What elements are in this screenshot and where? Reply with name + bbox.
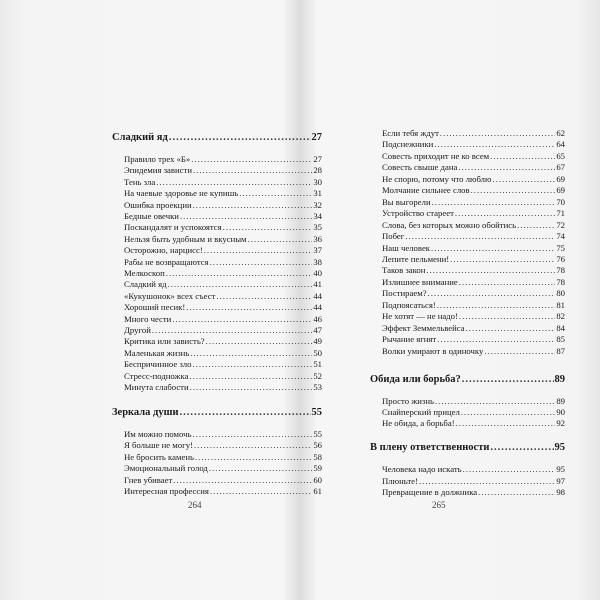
entry-title: Молчание сильнее слов: [382, 185, 470, 196]
section-title: В плену ответственности: [370, 442, 490, 454]
toc-entry: [370, 335, 565, 344]
toc-entry: [370, 140, 565, 149]
entry-page: 75: [556, 242, 565, 253]
toc-entry: [112, 269, 322, 278]
toc-section: [112, 408, 322, 419]
dot-leader: [216, 292, 312, 301]
toc-entry: [370, 465, 565, 474]
toc-entry: [112, 453, 322, 462]
entry-page: 98: [556, 487, 565, 498]
dot-leader: [193, 166, 312, 175]
page-number-left: 264: [188, 500, 202, 510]
entry-page: 44: [313, 302, 322, 313]
entry-title: Им можно помочь: [124, 429, 192, 439]
entry-page: 69: [556, 185, 565, 196]
entry-title: Превращение в должника: [382, 487, 478, 498]
dot-leader: [426, 266, 555, 275]
entry-page: 32: [313, 199, 322, 210]
dot-leader: [493, 175, 556, 184]
toc-section: [370, 443, 565, 454]
page-number-right: 265: [432, 500, 446, 510]
dot-leader: [419, 477, 555, 486]
toc-entry: [370, 244, 565, 253]
toc-entry: [370, 198, 565, 207]
entry-page: 60: [313, 474, 322, 485]
toc-entry: [370, 186, 565, 195]
entry-title: Нельзя быть удобным и вкусным: [124, 233, 247, 244]
entry-title: Рабы не возвращаются: [124, 256, 209, 267]
dot-leader: [190, 372, 313, 381]
entry-page: 38: [313, 256, 322, 267]
toc-entry: [112, 326, 322, 335]
entry-page: 30: [313, 176, 322, 187]
toc-entry: [112, 189, 322, 198]
entry-title: Другой: [124, 325, 151, 335]
dot-leader: [204, 246, 313, 255]
entry-title: Не спорю, потому что люблю: [382, 173, 492, 184]
entry-title: Не хотят — не надо!: [382, 311, 458, 322]
entry-title: Эффект Земмельвейса: [382, 322, 465, 333]
dot-leader: [156, 178, 312, 187]
entry-page: 40: [313, 268, 322, 278]
entry-page: 56: [313, 440, 322, 451]
entry-title: На чаевые здоровье не купишь: [124, 188, 239, 199]
dot-leader: [458, 163, 555, 172]
entry-page: 76: [556, 253, 565, 264]
entry-page: 62: [556, 128, 565, 138]
entry-title: Постираем?: [382, 288, 427, 299]
entry-page: 49: [313, 336, 322, 347]
toc-entry: [112, 212, 322, 221]
dot-leader: [180, 408, 311, 419]
toc-entry: [370, 397, 565, 406]
entry-title: Я больше не могу!: [124, 440, 193, 451]
toc-entry: [112, 178, 322, 187]
entry-title: Эмоциональный голод: [124, 463, 208, 474]
entry-title: Рычание ягнят: [382, 334, 437, 345]
entry-page: 71: [556, 208, 565, 219]
toc-entry: [112, 258, 322, 267]
entry-page: 51: [313, 359, 322, 370]
toc-entry: [370, 312, 565, 321]
toc-entry: [112, 349, 322, 358]
entry-page: 47: [313, 325, 322, 335]
dot-leader: [466, 324, 556, 333]
entry-page: 85: [556, 334, 565, 345]
entry-page: 84: [556, 322, 565, 333]
section-page: 27: [311, 132, 322, 143]
entry-page: 35: [313, 222, 322, 233]
entry-page: 92: [556, 418, 565, 429]
toc-entry: [370, 324, 565, 333]
entry-page: 95: [556, 464, 565, 475]
entry-page: 64: [556, 139, 565, 150]
entry-page: 31: [313, 188, 322, 199]
entry-page: 72: [556, 219, 565, 230]
dot-leader: [192, 360, 312, 369]
entry-title: Человека надо искать: [382, 464, 462, 475]
toc-entry: [112, 246, 322, 255]
dot-leader: [190, 349, 312, 358]
entry-title: Подснежники: [382, 139, 434, 150]
toc-entry: [112, 383, 322, 392]
toc-entry: [112, 223, 322, 232]
toc-entry: [112, 303, 322, 312]
entry-title: Поскандалят и успокоятся: [124, 222, 222, 233]
toc-entry: [370, 488, 565, 497]
section-title: Зеркала души: [112, 407, 179, 418]
dot-leader: [172, 315, 312, 324]
entry-page: 69: [556, 173, 565, 184]
entry-title: Сладкий яд: [124, 279, 167, 290]
entry-page: 28: [313, 165, 322, 176]
entry-title: Минута слабости: [124, 382, 189, 392]
dot-leader: [168, 280, 313, 289]
entry-title: Побег: [382, 231, 405, 242]
entry-title: Правило трех «Б»: [124, 154, 191, 164]
entry-title: Излишнее внимание: [382, 276, 458, 287]
entry-title: Маленькая жизнь: [124, 347, 190, 358]
toc-entry: [370, 477, 565, 486]
dot-leader: [193, 430, 313, 439]
toc-entry: [370, 221, 565, 230]
entry-title: Не обида, а борьба!: [382, 418, 455, 429]
entry-page: 78: [556, 276, 565, 287]
dot-leader: [434, 140, 555, 149]
dot-leader: [459, 278, 556, 287]
dot-leader: [471, 186, 556, 195]
dot-leader: [431, 244, 555, 253]
entry-title: Ошибка проекции: [124, 199, 192, 210]
dot-leader: [173, 476, 312, 485]
section-title: Сладкий яд: [112, 132, 168, 143]
entry-page: 78: [556, 265, 565, 276]
entry-title: Много чести: [124, 313, 172, 324]
toc-entry: [370, 255, 565, 264]
entry-title: Эпидемия зависти: [124, 165, 192, 176]
toc-section: [370, 375, 565, 386]
toc-entry: [370, 163, 565, 172]
toc-entry: [112, 360, 322, 369]
entry-title: Гнев убивает: [124, 474, 173, 485]
entry-page: 81: [556, 299, 565, 310]
section-page: 55: [311, 407, 322, 418]
entry-title: «Кукушонок» всех съест: [124, 290, 216, 301]
toc-entry: [112, 201, 322, 210]
dot-leader: [490, 152, 555, 161]
dot-leader: [191, 155, 312, 164]
entry-page: 50: [313, 347, 322, 358]
toc-entry: [112, 430, 322, 439]
entry-title: Беспричинное зло: [124, 359, 192, 370]
toc-entry: [370, 278, 565, 287]
entry-title: Мелкоскоп: [124, 268, 165, 278]
dot-leader: [428, 289, 556, 298]
entry-title: Снайперский прицел: [382, 407, 460, 417]
entry-page: 90: [556, 407, 565, 417]
entry-title: Лепите пельмени!: [382, 253, 450, 264]
entry-page: 89: [556, 395, 565, 406]
toc-entry: [112, 476, 322, 485]
toc-entry: [112, 441, 322, 450]
dot-leader: [461, 408, 555, 417]
entry-title: Стресс-подножка: [124, 370, 189, 381]
entry-page: 67: [556, 162, 565, 173]
toc-entry: [370, 347, 565, 356]
dot-leader: [456, 419, 556, 428]
entry-page: 53: [313, 382, 322, 392]
entry-title: Если тебя ждут: [382, 128, 439, 138]
entry-title: Волки умирают в одиночку: [382, 345, 484, 356]
section-page: 89: [554, 373, 565, 385]
dot-leader: [186, 303, 312, 312]
entry-title: Таков закон: [382, 265, 426, 276]
entry-page: 59: [313, 463, 322, 474]
dot-leader: [169, 133, 311, 144]
right-page: [300, 0, 600, 600]
entry-page: 80: [556, 288, 565, 299]
entry-page: 41: [313, 279, 322, 290]
dot-leader: [450, 255, 555, 264]
entry-page: 37: [313, 245, 322, 256]
toc-entry: [112, 487, 322, 496]
dot-leader: [180, 212, 312, 221]
entry-title: Устройство стареет: [382, 208, 454, 219]
dot-leader: [166, 269, 313, 278]
dot-leader: [490, 443, 553, 454]
dot-leader: [463, 465, 556, 474]
dot-leader: [210, 487, 312, 496]
dot-leader: [462, 375, 554, 386]
toc-entry: [112, 464, 322, 473]
entry-page: 70: [556, 196, 565, 207]
toc-entry: [112, 155, 322, 164]
entry-page: 55: [313, 429, 322, 439]
dot-leader: [195, 453, 312, 462]
toc-entry: [370, 232, 565, 241]
section-title: Обида или борьба?: [370, 373, 461, 385]
dot-leader: [209, 464, 312, 473]
toc-entry: [112, 280, 322, 289]
toc-entry: [370, 152, 565, 161]
dot-leader: [478, 488, 555, 497]
toc-entry: [370, 266, 565, 275]
dot-leader: [435, 397, 555, 406]
toc-entry: [370, 419, 565, 428]
section-page: 95: [554, 442, 565, 454]
entry-title: Совесть свыше дана: [382, 162, 458, 173]
entry-page: 44: [313, 290, 322, 301]
toc-entry: [112, 372, 322, 381]
entry-title: Совесть приходит не ко всем: [382, 150, 490, 161]
entry-page: 27: [313, 154, 322, 164]
entry-page: 87: [556, 345, 565, 356]
dot-leader: [194, 441, 312, 450]
dot-leader: [193, 201, 313, 210]
entry-title: Интересная профессия: [124, 486, 209, 496]
toc-entry: [370, 129, 565, 138]
entry-page: 65: [556, 150, 565, 161]
dot-leader: [432, 198, 556, 207]
toc-entry: [112, 166, 322, 175]
entry-page: 97: [556, 475, 565, 486]
dot-leader: [484, 347, 555, 356]
entry-title: Наш человек: [382, 242, 431, 253]
dot-leader: [440, 129, 555, 138]
dot-leader: [459, 312, 555, 321]
dot-leader: [517, 221, 555, 230]
toc-section: [112, 133, 322, 144]
entry-title: Хороший песик!: [124, 302, 186, 313]
entry-page: 74: [556, 231, 565, 242]
toc-entry: [112, 337, 322, 346]
entry-title: Не бросить камень: [124, 451, 194, 462]
entry-page: 82: [556, 311, 565, 322]
entry-page: 34: [313, 211, 322, 221]
dot-leader: [152, 326, 312, 335]
entry-title: Плюньте!: [382, 475, 418, 486]
dot-leader: [206, 337, 313, 346]
toc-entry: [370, 289, 565, 298]
toc-entry: [112, 292, 322, 301]
entry-title: Осторожно, нарцисс!: [124, 245, 203, 256]
dot-leader: [405, 232, 555, 241]
entry-title: Бедные овечки: [124, 211, 179, 221]
entry-title: Подпоясаться!: [382, 299, 436, 310]
dot-leader: [190, 383, 313, 392]
dot-leader: [210, 258, 313, 267]
toc-entry: [370, 175, 565, 184]
entry-page: 52: [313, 370, 322, 381]
toc-entry: [370, 301, 565, 310]
dot-leader: [223, 223, 313, 232]
entry-title: Тень зла: [124, 176, 156, 187]
toc-entry: [370, 408, 565, 417]
entry-title: Просто жизнь: [382, 395, 434, 406]
dot-leader: [437, 301, 556, 310]
entry-title: Вы выгорели: [382, 196, 431, 207]
entry-page: 58: [313, 451, 322, 462]
toc-entry: [112, 235, 322, 244]
toc-entry: [370, 209, 565, 218]
entry-title: Слова, без которых можно обойтись: [382, 219, 517, 230]
entry-page: 46: [313, 313, 322, 324]
dot-leader: [455, 209, 555, 218]
entry-title: Критика или зависть?: [124, 336, 205, 347]
entry-page: 61: [313, 486, 322, 496]
entry-page: 36: [313, 233, 322, 244]
dot-leader: [437, 335, 555, 344]
toc-entry: [112, 315, 322, 324]
